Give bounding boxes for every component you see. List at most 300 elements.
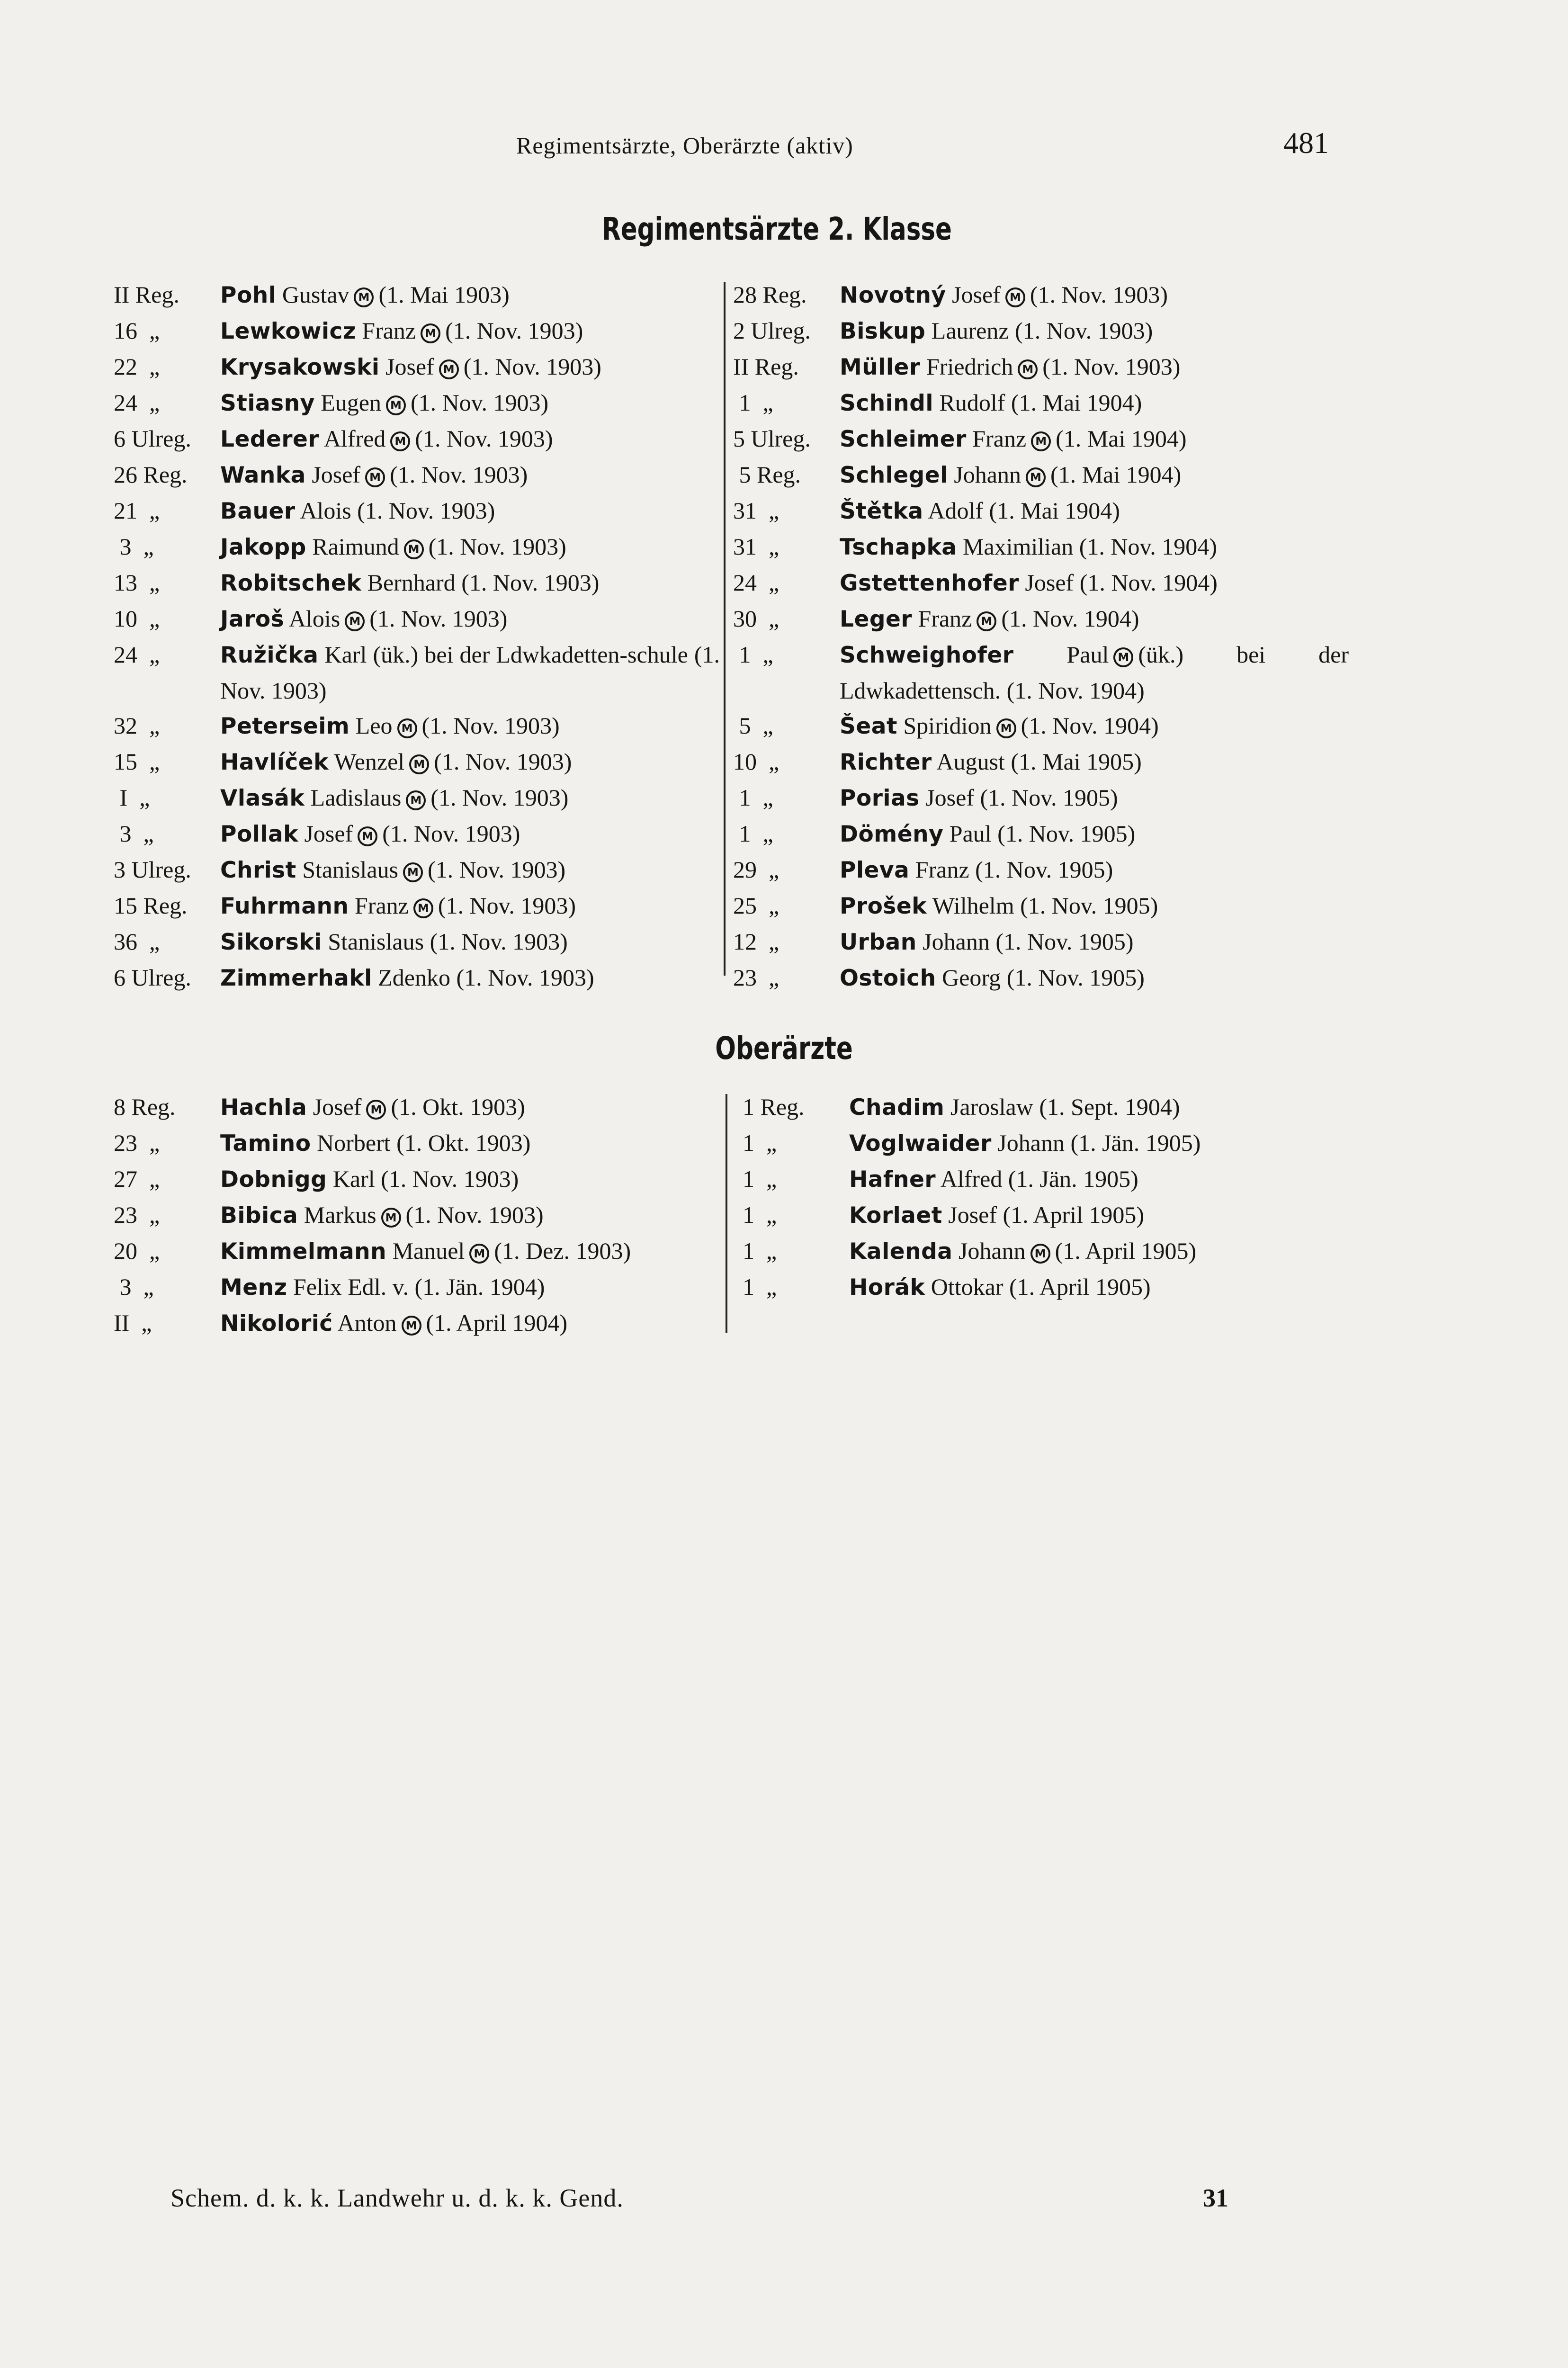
unit-designation: 16 „ (114, 317, 160, 344)
roster-entry (733, 708, 1349, 744)
roster-entry (743, 1161, 1358, 1197)
unit-designation: 8 Reg. (114, 1094, 176, 1120)
roster-entry (114, 888, 720, 924)
surname: Zimmerhakl (220, 965, 372, 991)
unit-designation: 1 „ (733, 820, 773, 847)
entry-text (840, 385, 1349, 421)
entry-text (849, 1161, 1358, 1197)
entry-text (840, 744, 1349, 780)
entry-text (220, 493, 720, 529)
given-name: Manuel (392, 1238, 465, 1264)
unit-designation: 32 „ (114, 712, 160, 739)
entry-detail: (1. Nov. 1903) (390, 461, 528, 488)
entry-text (840, 637, 1349, 708)
m-circle-icon: M (409, 754, 429, 774)
surname: Schlegel (840, 462, 948, 488)
entry-detail: (1. Jän. 1905) (1070, 1130, 1201, 1156)
given-name: Alois (288, 605, 340, 632)
roster-entry (733, 457, 1349, 493)
unit-designation: 22 „ (114, 353, 160, 380)
entry-text (840, 421, 1349, 457)
roster-entry (733, 888, 1349, 924)
roster-entry (114, 1125, 720, 1161)
given-name: Leo (355, 712, 393, 739)
entry-text (220, 1125, 720, 1161)
surname: Bauer (220, 498, 296, 524)
surname: Novotný (840, 282, 946, 308)
entry-text (849, 1269, 1358, 1305)
given-name: Rudolf (939, 389, 1005, 416)
column-divider (726, 1094, 727, 1333)
roster-entry (733, 277, 1349, 313)
entry-text (840, 780, 1349, 816)
roster-entry (114, 1161, 720, 1197)
entry-detail: (1. Nov. 1904) (1079, 569, 1218, 596)
surname: Havlíček (220, 749, 329, 775)
entry-detail: (1. Nov. 1903) (357, 497, 495, 524)
entry-detail: (1. Nov. 1903) (461, 569, 600, 596)
entry-detail: (1. Okt. 1903) (396, 1130, 531, 1156)
m-circle-icon: M (403, 862, 423, 882)
given-name: Eugen (321, 389, 381, 416)
m-circle-icon: M (996, 718, 1016, 738)
m-circle-icon: M (1005, 287, 1025, 307)
given-name: Johann (958, 1238, 1026, 1264)
unit-designation: 1 „ (743, 1238, 777, 1264)
given-name: Karl (332, 1166, 375, 1192)
m-circle-icon: M (1026, 467, 1046, 487)
surname: Korlaet (849, 1202, 942, 1229)
given-name: Jaroslaw (950, 1094, 1033, 1120)
m-circle-icon: M (404, 539, 424, 559)
given-name: Markus (304, 1202, 376, 1228)
entry-text (220, 1089, 720, 1125)
given-name: Wilhelm (932, 892, 1014, 919)
given-name: Johann (923, 928, 990, 955)
entry-detail: (1. Nov. 1903) (427, 856, 566, 883)
given-name: Ladislaus (310, 784, 402, 811)
given-name: Bernhard (367, 569, 456, 596)
entry-text (220, 708, 720, 744)
entry-detail: (1. Nov. 1903) (438, 892, 576, 919)
entry-text (220, 888, 720, 924)
entry-detail: (1. Nov. 1903) (430, 928, 568, 955)
entry-text (220, 529, 720, 565)
m-circle-icon: M (406, 790, 426, 810)
entry-detail: (1. Nov. 1903) (405, 1202, 544, 1228)
roster-entry (733, 313, 1349, 349)
roster-entry (733, 529, 1349, 565)
surname: Biskup (840, 318, 926, 344)
roster-entry (743, 1125, 1358, 1161)
roster-entry (114, 852, 720, 888)
roster-entry (733, 349, 1349, 385)
entry-detail: (1. Mai 1904) (1056, 425, 1187, 452)
surname: Schleimer (840, 426, 967, 452)
roster-entry (114, 1089, 720, 1125)
entry-text (849, 1197, 1358, 1233)
roster-entry (114, 529, 720, 565)
unit-designation: 3 „ (114, 533, 154, 560)
given-name: Josef (925, 784, 974, 811)
entry-text (220, 1233, 720, 1269)
given-name: Johann (954, 461, 1021, 488)
roster-entry (114, 385, 720, 421)
surname: Lederer (220, 426, 320, 452)
entry-text (840, 457, 1349, 493)
entry-detail: (1. Nov. 1905) (975, 856, 1113, 883)
unit-designation: 24 „ (733, 569, 780, 596)
surname: Chadim (849, 1094, 945, 1121)
unit-designation: 24 „ (114, 389, 160, 416)
unit-designation: 15 „ (114, 748, 160, 775)
entry-detail: (1. Nov. 1903) (410, 389, 549, 416)
surname: Schindl (840, 390, 933, 416)
roster-entry (114, 349, 720, 385)
roster-entry (114, 780, 720, 816)
unit-designation: 31 „ (733, 497, 780, 524)
entry-text (220, 1269, 720, 1305)
entry-detail: (1. Okt. 1903) (391, 1094, 525, 1120)
entry-text (840, 708, 1349, 744)
entry-text (220, 1197, 720, 1233)
roster-entry (114, 313, 720, 349)
surname: Urban (840, 929, 917, 955)
roster-entry (733, 565, 1349, 601)
entry-detail: (1. April 1905) (1055, 1238, 1197, 1264)
footer-publication: Schem. d. k. k. Landwehr u. d. k. k. Gend. (170, 2184, 624, 2212)
unit-designation: 3 „ (114, 1274, 154, 1300)
unit-designation: 2 Ulreg. (733, 317, 811, 344)
roster-entry (114, 457, 720, 493)
given-name: Laurenz (931, 317, 1009, 344)
m-circle-icon: M (397, 718, 417, 738)
given-name: Franz (362, 317, 416, 344)
entry-text (840, 852, 1349, 888)
surname: Stiasny (220, 390, 315, 416)
m-circle-icon: M (1018, 359, 1038, 379)
given-name: August (936, 748, 1005, 775)
surname: Nikolorić (220, 1310, 333, 1336)
given-name: Stanislaus (328, 928, 424, 955)
roster-entry (114, 637, 720, 708)
entry-detail: (1. Nov. 1903) (1042, 353, 1181, 380)
m-circle-icon: M (421, 323, 440, 343)
entry-detail: (1. Nov. 1903) (421, 712, 560, 739)
entry-text (220, 1161, 720, 1197)
roster-entry (733, 637, 1349, 708)
roster-entry (733, 852, 1349, 888)
surname: Leger (840, 606, 913, 632)
unit-designation: II „ (114, 1310, 152, 1336)
unit-designation: 1 „ (733, 389, 773, 416)
entry-detail: (1. Nov. 1903) (381, 1166, 519, 1192)
surname: Kimmelmann (220, 1238, 387, 1265)
unit-designation: II Reg. (733, 353, 799, 380)
entry-detail: (1. Nov. 1905) (997, 820, 1136, 847)
given-name: Gustav (282, 281, 349, 308)
m-circle-icon: M (358, 826, 377, 846)
entry-detail: (1. April 1905) (1009, 1274, 1151, 1300)
surname: Dobnigg (220, 1166, 327, 1193)
surname: Richter (840, 749, 932, 775)
entry-text (840, 601, 1349, 637)
roster-entry (114, 565, 720, 601)
surname: Tamino (220, 1130, 311, 1157)
entry-text (840, 924, 1349, 960)
section-title-oberaerzte: Oberärzte (715, 1030, 853, 1067)
entry-text (840, 493, 1349, 529)
surname: Menz (220, 1274, 287, 1301)
unit-designation: 1 „ (733, 641, 773, 668)
surname: Bibica (220, 1202, 298, 1229)
roster-entry (114, 421, 720, 457)
m-circle-icon: M (386, 395, 406, 415)
entry-text (220, 924, 720, 960)
unit-designation: 6 Ulreg. (114, 425, 191, 452)
surname: Gstettenhofer (840, 570, 1019, 596)
roster-entry (733, 780, 1349, 816)
surname: Jaroš (220, 606, 285, 632)
roster-entry (114, 1197, 720, 1233)
roster-entry (743, 1233, 1358, 1269)
given-name: Wenzel (334, 748, 405, 775)
unit-designation: 3 Ulreg. (114, 856, 191, 883)
surname: Kalenda (849, 1238, 953, 1265)
roster-entry (733, 421, 1349, 457)
surname: Voglwaider (849, 1130, 992, 1157)
unit-designation: 25 „ (733, 892, 780, 919)
unit-designation: 31 „ (733, 533, 780, 560)
roster-entry (733, 385, 1349, 421)
entry-text (220, 565, 720, 601)
unit-designation: 13 „ (114, 569, 160, 596)
entry-text (220, 1305, 720, 1341)
entry-text (840, 960, 1349, 996)
m-circle-icon: M (390, 431, 410, 451)
surname: Hachla (220, 1094, 307, 1121)
entry-text (840, 349, 1349, 385)
entry-detail: (1. Nov. 1903) (456, 964, 594, 991)
unit-designation: 1 „ (733, 784, 773, 811)
surname: Robitschek (220, 570, 362, 596)
surname: Horák (849, 1274, 925, 1301)
entry-text (220, 601, 720, 637)
roster-entry (733, 744, 1349, 780)
given-name: Paul (1066, 641, 1109, 668)
page-number: 481 (1283, 126, 1329, 160)
roster-entry (114, 493, 720, 529)
entry-text (220, 277, 720, 313)
column-left-regimentsaerzte (114, 277, 720, 996)
unit-designation: I „ (114, 784, 150, 811)
surname: Šeat (840, 713, 897, 739)
given-name: Franz (354, 892, 409, 919)
m-circle-icon: M (354, 287, 374, 307)
given-name: Franz (972, 425, 1027, 452)
given-name: Josef (948, 1202, 997, 1228)
entry-text (220, 960, 720, 996)
entry-detail: (1. Nov. 1905) (980, 784, 1118, 811)
unit-designation: 12 „ (733, 928, 780, 955)
column-divider (724, 282, 726, 976)
entry-text (849, 1125, 1358, 1161)
unit-designation: II Reg. (114, 281, 179, 308)
entry-detail: (1. Mai 1905) (1011, 748, 1142, 775)
surname: Dömény (840, 821, 944, 847)
roster-entry (743, 1269, 1358, 1305)
entry-detail: (1. Nov. 1903) (463, 353, 601, 380)
entry-text (220, 457, 720, 493)
roster-entry (114, 1305, 720, 1341)
entry-detail: (1. Nov. 1903) (415, 425, 553, 452)
surname: Porias (840, 785, 920, 811)
m-circle-icon: M (1030, 1244, 1050, 1264)
unit-designation: 3 „ (114, 820, 154, 847)
given-name: Josef (312, 461, 361, 488)
roster-entry (733, 601, 1349, 637)
unit-designation: 29 „ (733, 856, 780, 883)
entry-text (220, 744, 720, 780)
entry-detail: (1. Mai 1904) (1050, 461, 1182, 488)
entry-detail: (1. Dez. 1903) (494, 1238, 631, 1264)
m-circle-icon: M (439, 359, 459, 379)
given-name: Johann (997, 1130, 1065, 1156)
roster-entry (114, 708, 720, 744)
given-name: Anton (337, 1310, 397, 1336)
unit-designation: 28 Reg. (733, 281, 807, 308)
entry-detail: (1. April 1905) (1003, 1202, 1145, 1228)
unit-designation: 24 „ (114, 641, 160, 668)
roster-entry (114, 601, 720, 637)
entry-text (840, 529, 1349, 565)
entry-text (220, 852, 720, 888)
surname: Schweighofer (840, 642, 1014, 668)
given-name: Felix Edl. v. (293, 1274, 409, 1300)
surname: Pleva (840, 857, 910, 883)
given-name: Alfred (940, 1166, 1003, 1192)
surname: Christ (220, 857, 296, 883)
column-left-oberaerzte (114, 1089, 720, 1341)
entry-text (220, 421, 720, 457)
entry-detail: (1. Nov. 1903) (369, 605, 508, 632)
m-circle-icon: M (1113, 647, 1133, 667)
entry-detail: (1. Nov. 1904) (1079, 533, 1217, 560)
m-circle-icon: M (381, 1208, 401, 1228)
roster-entry (114, 1233, 720, 1269)
given-name: Karl (324, 641, 367, 668)
given-name: Adolf (928, 497, 984, 524)
m-circle-icon: M (1031, 431, 1051, 451)
given-name: Alois (300, 497, 351, 524)
unit-designation: 23 „ (114, 1202, 160, 1228)
roster-entry (743, 1197, 1358, 1233)
entry-detail: (1. Nov. 1903) (445, 317, 583, 344)
surname: Fuhrmann (220, 893, 349, 919)
m-circle-icon: M (365, 467, 385, 487)
given-name: Alfred (323, 425, 386, 452)
given-name: Franz (915, 856, 969, 883)
surname: Sikorski (220, 929, 322, 955)
running-title: Regimentsärzte, Oberärzte (aktiv) (516, 132, 853, 159)
given-name: Josef (385, 353, 434, 380)
surname: Vlasák (220, 785, 305, 811)
entry-text (220, 313, 720, 349)
m-circle-icon: M (345, 611, 365, 631)
surname: Štětka (840, 498, 923, 524)
m-circle-icon: M (977, 611, 996, 631)
entry-detail: (1. Nov. 1903) (430, 784, 569, 811)
unit-designation: 30 „ (733, 605, 780, 632)
entry-detail: (1. Mai 1904) (989, 497, 1120, 524)
unit-designation: 27 „ (114, 1166, 160, 1192)
surname: Ružička (220, 642, 319, 668)
entry-text (849, 1089, 1358, 1125)
unit-designation: 6 Ulreg. (114, 964, 191, 991)
given-name: Raimund (312, 533, 399, 560)
entry-text (840, 313, 1349, 349)
surname: Pohl (220, 282, 277, 308)
entry-detail: (1. Nov. 1903) (434, 748, 572, 775)
roster-entry (743, 1089, 1358, 1125)
m-circle-icon: M (402, 1316, 421, 1336)
given-name: Maximilian (962, 533, 1074, 560)
m-circle-icon: M (366, 1100, 386, 1120)
unit-designation: 5 Reg. (733, 461, 801, 488)
roster-entry (114, 816, 720, 852)
surname: Prošek (840, 893, 927, 919)
surname: Lewkowicz (220, 318, 356, 344)
given-name: Josef (304, 820, 353, 847)
entry-detail: (1. Nov. 1903) (1015, 317, 1153, 344)
given-name: Paul (949, 820, 992, 847)
unit-designation: 10 „ (733, 748, 780, 775)
entry-text (220, 780, 720, 816)
surname: Hafner (849, 1166, 936, 1193)
entry-detail: (1. Mai 1903) (378, 281, 510, 308)
entry-detail: (1. Nov. 1904) (1021, 712, 1159, 739)
given-name: Friedrich (926, 353, 1013, 380)
entry-detail: (1. Mai 1904) (1011, 389, 1142, 416)
surname: Peterseim (220, 713, 350, 739)
unit-designation: 26 Reg. (114, 461, 188, 488)
roster-entry (733, 924, 1349, 960)
entry-detail: (1. Jän. 1904) (414, 1274, 545, 1300)
roster-entry (114, 960, 720, 996)
surname: Müller (840, 354, 921, 380)
entry-text (220, 816, 720, 852)
entry-text (220, 637, 720, 708)
unit-designation: 1 „ (743, 1274, 777, 1300)
roster-entry (114, 744, 720, 780)
surname: Ostoich (840, 965, 936, 991)
surname: Pollak (220, 821, 298, 847)
given-name: Franz (918, 605, 972, 632)
m-circle-icon: M (469, 1244, 489, 1264)
surname: Jakopp (220, 534, 306, 560)
unit-designation: 1 „ (743, 1166, 777, 1192)
unit-designation: 1 „ (743, 1130, 777, 1156)
unit-designation: 5 Ulreg. (733, 425, 811, 452)
entry-detail: (1. Nov. 1905) (995, 928, 1134, 955)
unit-designation: 23 „ (114, 1130, 160, 1156)
footer-sheet-number: 31 (1203, 2184, 1228, 2212)
section-title-regimentsaerzte: Regimentsärzte 2. Klasse (602, 211, 952, 247)
given-name: Ottokar (931, 1274, 1004, 1300)
given-name: Josef (313, 1094, 362, 1120)
entry-detail: (1. Nov. 1903) (382, 820, 520, 847)
surname: Wanka (220, 462, 306, 488)
